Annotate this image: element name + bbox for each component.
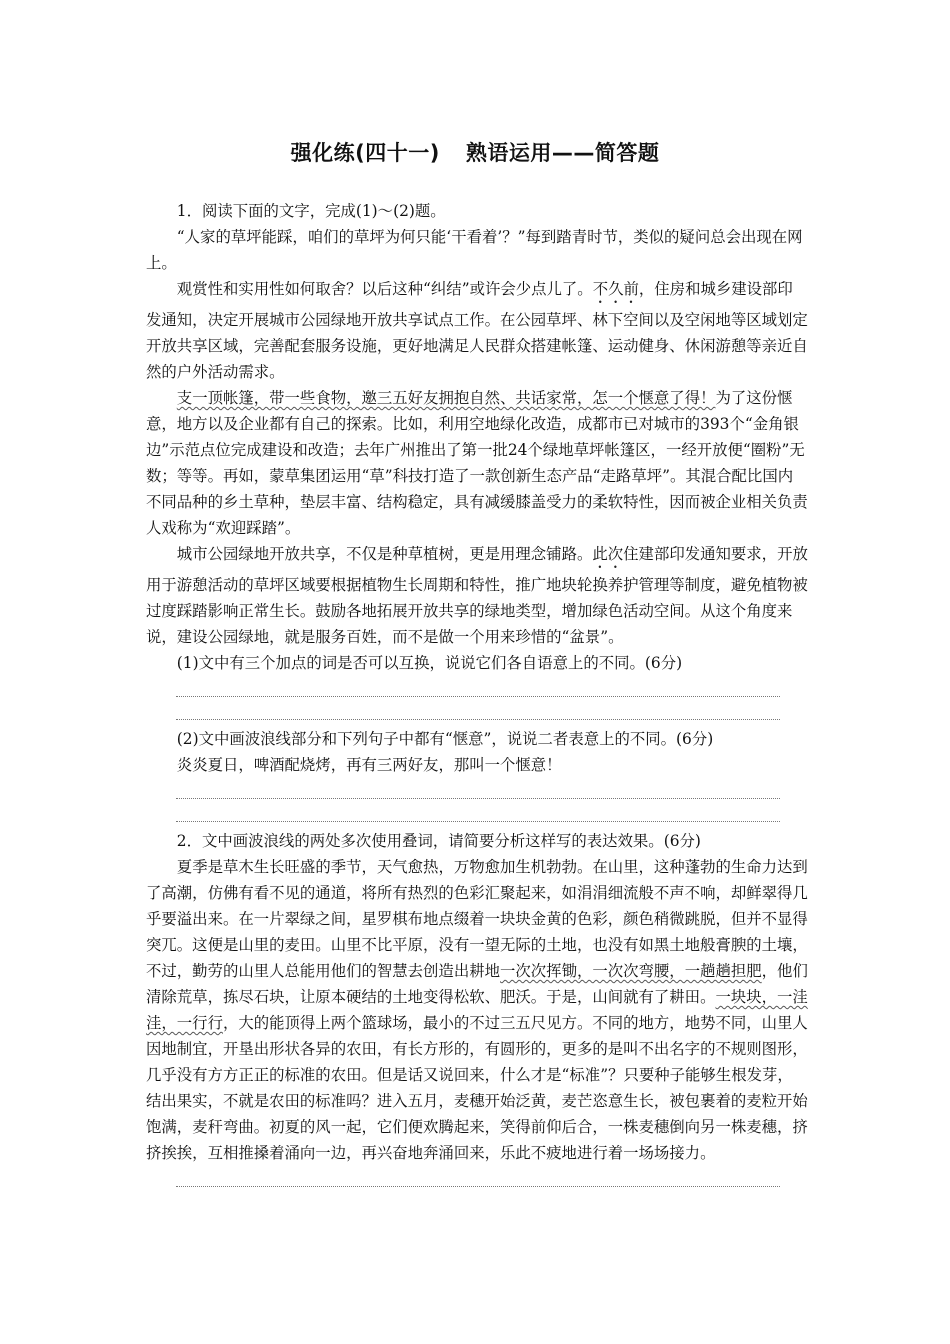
page-title [0, 137, 950, 167]
passage-1-paragraph-1: “人家的草坪能踩，咱们的草坪为何只能‘干看着’？”每到踏青时节，类似的疑问总会出现在网上。 [146, 228, 803, 272]
passage-1-paragraph-2 [146, 276, 808, 385]
sub-question-1: (1)文中有三个加点的词是否可以互换，说说它们各自语意上的不同。(6分) [176, 654, 683, 672]
question-2-stem: 2．文中画波浪线的两处多次使用叠词，请简要分析这样写的表达效果。(6分) [176, 832, 701, 850]
paragraph-text: 观赏性和实用性如何取舍？以后这种“纠结”或许会少点儿了。 [176, 280, 593, 298]
wavy-underlined-sentence: 支一顶帐篷，带一些食物，邀三五好友拥抱自然、共话家常，怎一个惬意了得！ [176, 389, 716, 407]
exercise-content [146, 198, 808, 1187]
title-main: 强化练(四十一) [290, 141, 440, 165]
paragraph-text: ，住房和城乡建设部印发通知，决定开展城市公园绿地开放共享试点工作。在公园草坪、林下空间以及空闲地等区域划定开放共享区域，完善配套服务设施，更好地满足人民群众搭建帐篷、运动健身、休闲游憩等亲近自然的户外活动需求。 [146, 280, 808, 381]
wavy-underlined-phrase: 一次次挥锄，一次次弯腰，一趟趟担肥 [500, 962, 762, 980]
dotted-word: 此次 [592, 545, 624, 563]
answer-line[interactable] [176, 1186, 780, 1187]
passage-1-paragraph-4 [146, 541, 808, 650]
paragraph-text: ，大的能顶得上两个篮球场，最小的不过三五尺见方。不同的地方，地势不同，山里人因地制宜，开垦出形状各异的农田，有长方形的，有圆形的，更多的是叫不出名字的不规则图形，几乎没有方方正正的标准的农田。但是话又说回来，什么才是“标准”？只要种子能够生根发芽，结出果实，不就是农田的标准吗？进入五月，麦穗开始泛黄，麦芒恣意生长，被包裹着的麦粒开始饱满，麦秆弯曲。初夏的风一起，它们便欢腾起来，笑得前仰后合，一株麦穗倒向另一株麦穗，挤挤挨挨，互相推搡着涌向一边，再兴奋地奔涌回来，乐此不疲地进行着一场场接力。 [146, 1014, 808, 1162]
question-1-stem: 1．阅读下面的文字，完成(1)～(2)题。 [176, 202, 446, 220]
passage-1-paragraph-3 [146, 385, 808, 541]
paragraph-text: ，他们清除荒草，拣尽石块，让原本硬结的土地变得松软、肥沃。于是，山间就有了耕田。 [146, 962, 808, 1006]
paragraph-text: 住建部印发通知要求，开放用于游憩活动的草坪区域要根据植物生长周期和特性，推广地块轮换养护管理等制度，避免植物被过度踩踏影响正常生长。鼓励各地拓展开放共享的绿地类型，增加绿色活动空间。从这个角度来说，建设公园绿地，就是服务百姓，而不是做一个用来珍惜的“盆景”。 [146, 545, 808, 646]
example-sentence: 炎炎夏日，啤酒配烧烤，再有三两好友，那叫一个惬意！ [176, 756, 562, 774]
paragraph-text: 夏季是草木生长旺盛的季节，天气愈热，万物愈加生机勃勃。在山里，这种蓬勃的生命力达到了高潮，仿佛有看不见的通道，将所有热烈的色彩汇聚起来，如涓涓细流般不声不响，却鲜翠得几乎要溢出来。在一片翠绿之间，星罗棋布地点缀着一块块金黄的色彩，颜色稍微跳脱，但并不显得突兀。这便是山里的麦田。山里不比平原，没有一望无际的土地，也没有如黑土地般膏腴的土壤，不过，勤劳的山里人总能用他们的智慧去创造出耕地 [146, 858, 808, 980]
sub-question-2: (2)文中画波浪线部分和下列句子中都有“惬意”，说说二者表意上的不同。(6分) [176, 730, 714, 748]
title-sub: 熟语运用——简答题 [465, 141, 660, 165]
paragraph-text: 城市公园绿地开放共享，不仅是种草植树，更是用理念铺路。 [176, 545, 593, 563]
wavy-underlined-phrase: 一块块，一洼洼，一行行 [146, 988, 808, 1032]
passage-2-paragraph [146, 854, 808, 1166]
paragraph-text: 为了这份惬意，地方以及企业都有自己的探索。比如，利用空地绿化改造，成都市已对城市的393个“金角银边”示范点位完成建设和改造；去年广州推出了第一批24个绿地草坪帐篷区，一经开放便“圈粉”无数；等等。再如，蒙草集团运用“草”科技打造了一款创新生态产品“走路草坪”。其混合配比国内不同品种的乡土草种，垫层丰富、结构稳定，具有减缓膝盖受力的柔软特性，因而被企业相关负责人戏称为“欢迎踩踏”。 [146, 389, 808, 537]
dotted-word: 不久前 [592, 280, 639, 298]
